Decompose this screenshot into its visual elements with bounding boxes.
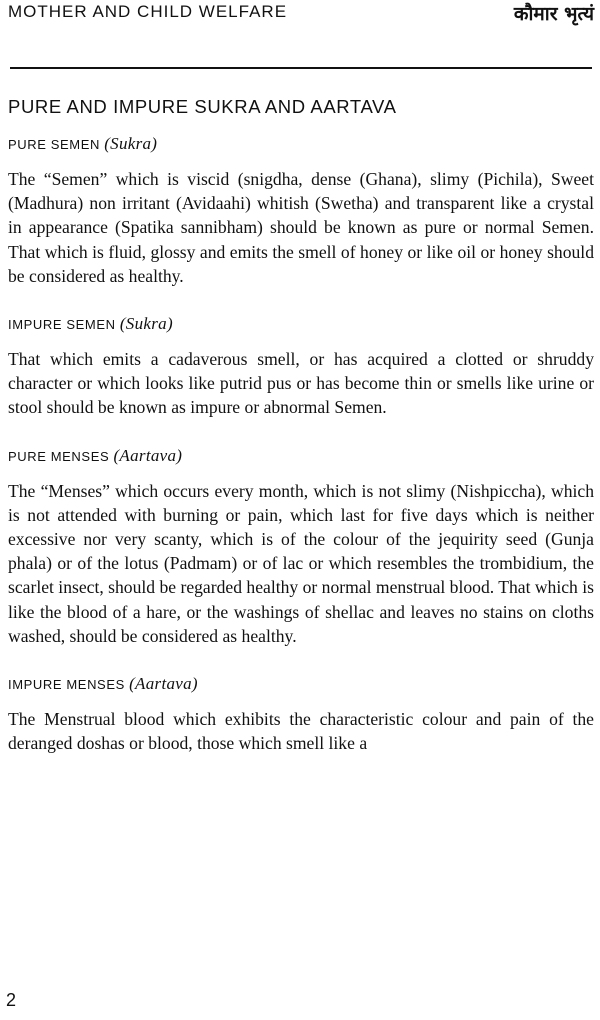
running-head [8, 0, 594, 30]
running-title: MOTHER AND CHILD WELFARE [8, 2, 288, 21]
subheading-label: IMPURE MENSES [8, 677, 125, 693]
subheading-label: PURE SEMEN [8, 137, 100, 152]
subheading-impure-menses [8, 674, 594, 694]
paragraph-pure-menses: The “Menses” which occurs every month, which is not slimy (Nishpiccha), which is not attended with burning or pain, which last for five days which is neither excessive nor very scanty, which is of the colour of the jequirity seed (Gunja phala) or of the lotus (Padmam) or of lac or which resembles the trombidium, the scarlet insect, should be regarded healthy or normal menstrual blood. That which is like the blood of a hare, or the washings of shellac and leaves no stains on cloths washed, should be considered as healthy. [8, 480, 594, 646]
subheading-sanskrit-term: (Sukra) [119, 314, 173, 334]
header-rule [10, 67, 592, 69]
paragraph-impure-semen: That which emits a cadaverous smell, or has acquired a clotted or shruddy character or which looks like putrid pus or has become thin or smells like urine or stool should be known as impure or abnormal Semen. [8, 349, 594, 418]
subheading-sanskrit-term: (Aartava) [113, 445, 183, 465]
subheading-label: PURE MENSES [8, 448, 110, 464]
subheading-sanskrit-term: (Sukra) [104, 134, 158, 153]
page-content [8, 96, 594, 755]
section-title: PURE AND IMPURE SUKRA AND AARTAVA [8, 96, 397, 117]
subheading-impure-semen [8, 314, 594, 334]
page-number: 2 [6, 990, 17, 1010]
paragraph-pure-semen: The “Semen” which is viscid (snigdha, dense (Ghana), slimy (Pichila), Sweet (Madhura) non irritant (Avidaahi) whitish (Swetha) and transparent like a crystal in appearance (Spatika sannibham) should be known as pure or normal Semen. That which is fluid, glossy and emits the smell of honey or like oil or honey should be considered as healthy. [8, 169, 594, 286]
subheading-pure-semen [8, 134, 594, 154]
subheading-sanskrit-term: (Aartava) [129, 674, 198, 694]
subheading-pure-menses [8, 446, 594, 466]
subheading-label: IMPURE SEMEN [8, 317, 116, 333]
running-title-devanagari: कौमार भृत्यं [513, 3, 594, 25]
paragraph-impure-menses: The Menstrual blood which exhibits the characteristic colour and pain of the deranged doshas or blood, those which smell like a [8, 709, 594, 754]
